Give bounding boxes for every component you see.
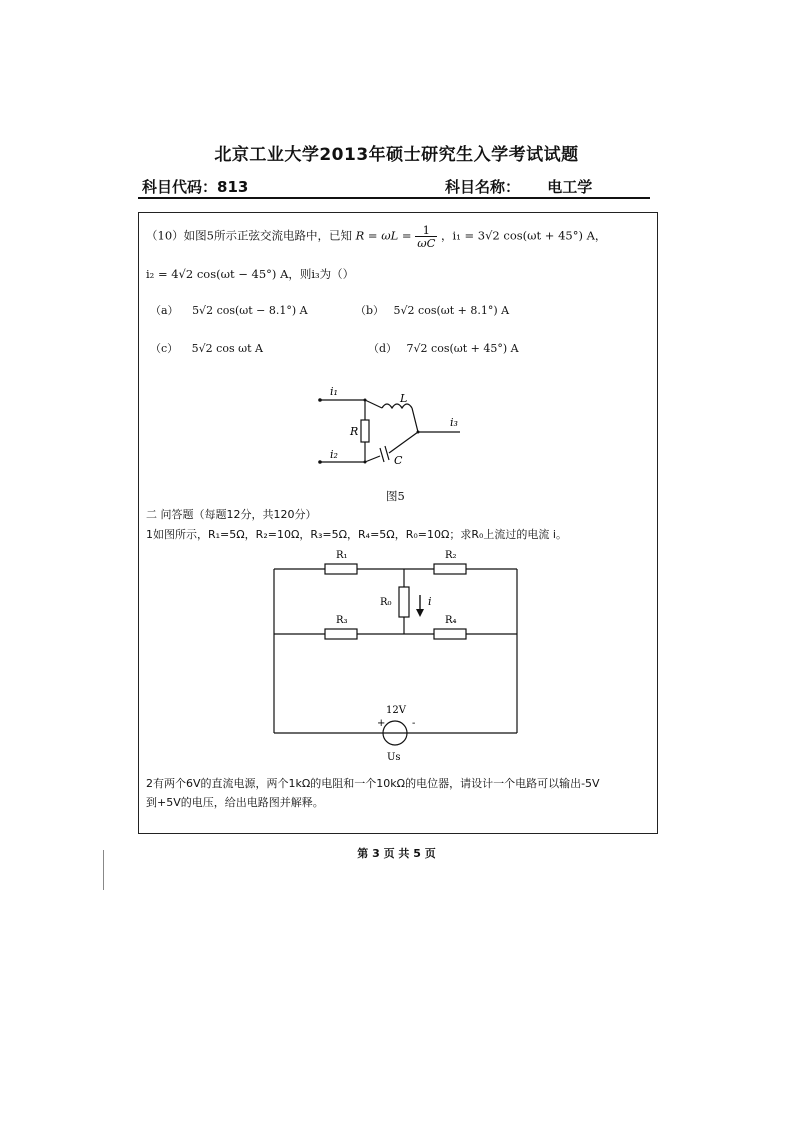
label-minus: - [412,718,416,729]
q10-option-b-text: 5√2 cos(ωt + 8.1°) A [393,304,510,317]
label-R3: R₃ [336,615,348,626]
q10-option-d [368,340,519,356]
section2-heading: 二 问答题（每题12分，共120分） [146,508,317,521]
header-rule [138,197,650,199]
current-arrow-icon [416,595,424,617]
q10-line1 [146,224,606,249]
section2-q2-line2: 到+5V的电压，给出电路图并解释。 [146,796,324,809]
q10-given: R = ωL = [355,228,412,243]
terminal-i2 [318,460,322,464]
q10-frac-den: ωC [417,236,436,251]
exam-title: 北京工业大学2013年硕士研究生入学考试试题 [214,145,579,165]
q10-option-d-label: （d） [368,342,398,355]
fig5-label-i2: i₂ [330,448,338,461]
label-12v: 12V [386,705,406,716]
label-R4: R₄ [445,615,457,626]
q10-option-c-label: （c） [150,342,179,355]
fig5-label-i3: i₃ [450,416,458,429]
section2-q2-line1: 2有两个6V的直流电源，两个1kΩ的电阻和一个10kΩ的电位器，请设计一个电路可以输出-5V [146,777,600,790]
q10-i2: i₂ = 4√2 cos(ωt − 45°) A，则i₃为（） [146,267,355,281]
subject-name-value: 电工学 [547,178,593,196]
subject-name [445,176,592,197]
q10-frac-num: 1 [415,224,437,237]
fig5-label-L: L [400,392,408,405]
q10-option-a [150,302,308,318]
q10-option-c-text: 5√2 cos ωt A [191,342,263,355]
subject-name-label: 科目名称： [445,178,521,196]
margin-mark [103,850,104,890]
q10-option-b [355,302,509,318]
subject-code-label: 科目代码： [142,178,218,196]
q10-fraction [415,224,437,249]
fig5-label-R: R [350,425,359,438]
label-plus: + [377,718,386,729]
label-R1: R₁ [336,550,348,561]
terminal-i1 [318,398,322,402]
label-R2: R₂ [445,550,457,561]
page-footer: 第 3 页 共 5 页 [357,847,436,860]
label-R0: R₀ [380,597,392,608]
section2-q1: 1如图所示，R₁=5Ω，R₂=10Ω，R₃=5Ω，R₄=5Ω，R₀=10Ω；求R₀上流过的电流 i。 [146,528,567,541]
fig5-label-i1: i₁ [330,385,338,398]
q10-option-c [150,340,263,356]
subject-code [142,176,248,197]
figure-5-circuit [310,380,480,480]
fig5-label-C: C [394,454,403,467]
label-i: i [428,595,432,608]
q10-option-a-text: 5√2 cos(ωt − 8.1°) A [192,304,308,317]
label-us: Us [387,752,401,763]
q10-intro: （10）如图5所示正弦交流电路中，已知 [146,228,352,243]
q10-option-d-text: 7√2 cos(ωt + 45°) A [406,342,519,355]
subject-code-value: 813 [217,178,249,196]
q10-i1: ，i₁ = 3√2 cos(ωt + 45°) A， [441,228,607,243]
q10-option-a-label: （a） [150,304,179,317]
figure-5-caption: 图5 [386,489,405,503]
bridge-circuit [268,545,523,765]
q10-option-b-label: （b） [355,304,385,317]
